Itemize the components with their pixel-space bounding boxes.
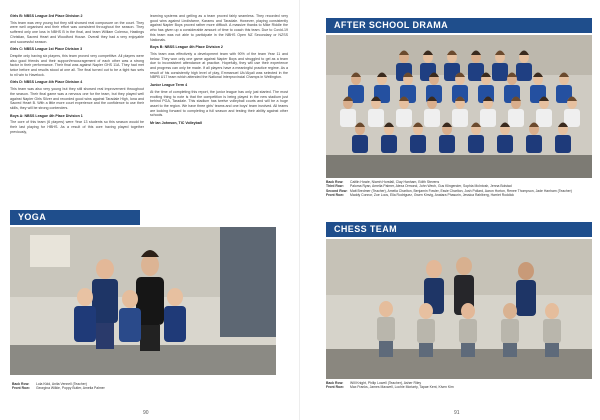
drama-banner-title: AFTER SCHOOL DRAMA xyxy=(334,20,449,30)
drama-caption xyxy=(326,180,592,198)
caption-row-label: Back Row: xyxy=(12,382,30,386)
section-paragraph: This team was effectively a development team with 90% of the team Year 11 and below. They won only one game against Napier Boys and struggled to gel as a team due to inconsistent attendance at practice. Hopefully, they will use their experience and progress can only be made. If all players have a meaningful practice regime. As a result of his consistently high level of play, Emmanuel Ulu'Aiyali was selected in the NBPB U17 team which attended the National Interprovincial Champs in Wellington. xyxy=(150,51,288,80)
caption-row-names: Lola Kidd, Anita Vennell (Teacher) xyxy=(36,382,87,386)
caption-row xyxy=(326,193,592,197)
caption-row-names: Will Knight, Philip Lowell (Teacher), Asher Riley xyxy=(350,381,422,385)
caption-row-label: Third Row: xyxy=(326,184,344,189)
caption-row-names: Matt Bredmer (Teacher), Amelia Charlton, Benjamin Fowler, Essie Charlton, Josh Pollard, Aaron Horton, Renee Thompson, Jade Hanham (Teacher) xyxy=(350,188,572,193)
chess-photo xyxy=(326,239,592,379)
section-paragraph: At the time of completing this report, the junior league has only just started. The most exciting thing to note is that the competition is being played in the new stadium just behind PGA, Taradale. This stadium has twelve volleyball courts and will be a huge asset to the region. We have three girls' teams and one boys' team involved. All teams are looking forward to completing a full season and testing their ability against other schools. xyxy=(150,89,288,118)
caption-row-label: Back Row: xyxy=(326,180,344,184)
caption-row-names: Caitlin Howie, Niamh Horsfall, Clay Hanham, Edith Stevens xyxy=(350,180,440,184)
caption-row-names: Max Franks, James Maxwell, Lochie Moriarty, Tapae Kent, Kiven Kim xyxy=(350,385,454,390)
drama-banner xyxy=(326,18,592,33)
section-heading: Mr Ian Johnson, TIC Volleyball xyxy=(150,121,202,126)
page-number-right: 91 xyxy=(454,410,460,416)
yoga-photo xyxy=(10,227,276,375)
yoga-banner-title: YOGA xyxy=(18,212,47,222)
caption-row-names: Georgina Wilkie, Poppy Butler, Amelia Palmer xyxy=(36,386,105,391)
page-number-left: 90 xyxy=(143,410,149,416)
caption-row-label: Back Row: xyxy=(326,381,344,385)
yoga-caption xyxy=(12,382,272,391)
section-paragraph: Despite only having six players, this team proved very competitive. All players were also good friends and their support/encouragement of each other was a strong factor in their performance. Their final was against Napier GHS 11A. They had met twice before and results stood at one all. The final turned out to be a tight two sets to nil win to Havelock. xyxy=(10,53,144,77)
caption-row-names: Paloma Ryan, Amelia Palmer, Alexa Ormond, John Wech, Gus Klingender, Sophia McIntosh, Jenna Bolstad xyxy=(350,184,512,189)
yoga-banner xyxy=(10,210,140,225)
caption-row-names: Maddy Connor, Zoe Loos, Ella Rodriguez, Gwen Kinvig, Anatara Phasurin, Jessica Rahlberg, Harriet Roddick xyxy=(350,193,514,198)
text-column-right xyxy=(150,14,288,128)
section-heading: Girls B: NBSS League 3rd Place Division 2 xyxy=(10,14,83,18)
section-heading: Boys B: NBSS League 4th Place Division 2 xyxy=(150,45,223,50)
section-heading: Girls C: NBSS League 1st Place Division 3 xyxy=(10,47,83,52)
section-paragraph: This team was also very young but they still showed real improvement throughout the season. Their final game was a nervous one for the team, but they played well against Napier Girls Silver and recorded good wins against Taradale High, Iona and Sacred Heart B. With a little more court experience and the confidence to use their skills, they will be strong contenders. xyxy=(10,87,144,110)
section-paragraph: The core of this team (6 players) were Year 13 students so this season would be their last playing for HBHS. As a result of this core having played together previously, xyxy=(10,120,144,134)
chess-banner-title: CHESS TEAM xyxy=(334,224,398,234)
caption-row-label: Front Row: xyxy=(12,386,30,391)
caption-row-label: Front Row: xyxy=(326,193,344,198)
section-heading: Junior League Term 4 xyxy=(150,83,188,88)
caption-row xyxy=(12,386,272,390)
section-heading: Boys A: NBSS League 4th Place Division 1 xyxy=(10,113,83,118)
text-column-left xyxy=(10,14,144,137)
section-heading: Girls D: NBSS League 4th Place Division 4 xyxy=(10,80,83,85)
chess-caption xyxy=(326,381,592,390)
section-paragraph: This team was very young but they still showed real composure on the court. They were well organised and their effort was consistent throughout the season. They suffered only one loss in NBHS B in the final, and team William Colenso, Hastings Christian, Sacred Heart and Woodford House. Overall they had a very enjoyable and successful season. xyxy=(10,20,144,44)
drama-photo xyxy=(326,35,592,178)
caption-row xyxy=(326,385,592,389)
caption-row-label: Front Row: xyxy=(326,385,344,390)
chess-banner xyxy=(326,222,592,237)
section-paragraph: learning systems and gelling as a team proved fairly seamless. They recorded very good wins against Lindisfarne, Karamu and Taradale. However, playing consistently against Napier Boys proved rather more difficult. A massive thanks to Mike Riddle the who has given up a considerable amount of time to coach this team. Due to Covid-19 this team was not able to participate in the NBHS Open NZ Secondary or NZSS Nationals. xyxy=(150,14,288,42)
caption-row-label: Second Row: xyxy=(326,188,348,193)
right-page xyxy=(300,0,600,420)
